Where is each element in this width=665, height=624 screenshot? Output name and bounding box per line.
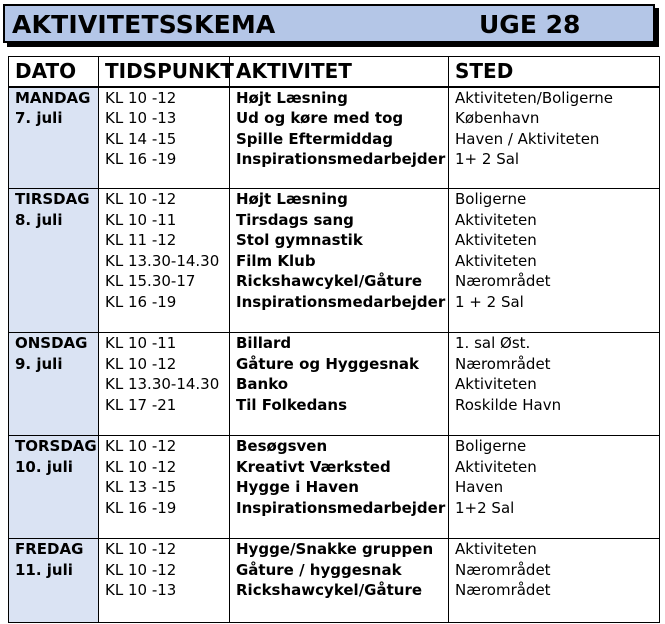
place-entry: Aktiviteten — [455, 251, 537, 270]
activity-entry: Til Folkedans — [236, 395, 348, 414]
place-entry: København — [455, 109, 540, 128]
time-entry: KL 13 -15 — [105, 478, 177, 497]
time-entry: KL 11 -12 — [105, 231, 177, 250]
day-row-torsdag — [9, 436, 660, 539]
day-date: 10. juli — [15, 457, 73, 476]
activity-entry: Hygge/Snakke gruppen — [236, 540, 434, 558]
title-banner — [3, 4, 655, 43]
schedule-title: AKTIVITETSSKEMA — [12, 10, 276, 39]
schedule-table — [8, 56, 660, 623]
place-entry: Aktiviteten/Boligerne — [455, 88, 614, 107]
header-row — [9, 57, 660, 87]
day-cell — [9, 87, 99, 189]
time-entry: KL 10 -12 — [105, 88, 177, 107]
place-entry: Haven — [455, 478, 504, 497]
day-cell — [9, 189, 99, 333]
place-entry: Nærområdet — [455, 560, 551, 579]
day-date: 11. juli — [15, 560, 73, 579]
day-row-onsdag — [9, 333, 660, 436]
time-entry: KL 13.30-14.30 — [105, 375, 220, 394]
week-label: UGE 28 — [479, 10, 581, 39]
activity-entry: Gåture / hyggesnak — [236, 560, 402, 579]
time-entry: KL 10 -12 — [105, 354, 177, 373]
time-cell — [99, 87, 230, 189]
time-entry: KL 13.30-14.30 — [105, 251, 220, 270]
activity-entry: Inspirationsmedarbejder — [236, 150, 446, 169]
day-name: FREDAG — [15, 540, 84, 558]
activity-entry: Hygge i Haven — [236, 478, 359, 497]
activity-cell — [230, 87, 449, 189]
place-entry: Nærområdet — [455, 354, 551, 373]
place-cell — [449, 436, 660, 539]
activity-entry: Inspirationsmedarbejder — [236, 292, 446, 311]
day-name: MANDAG — [15, 88, 91, 107]
activity-entry: Tirsdags sang — [236, 210, 354, 229]
place-entry: Roskilde Havn — [455, 395, 562, 414]
time-entry: KL 10 -11 — [105, 210, 177, 229]
time-entry: KL 16 -19 — [105, 498, 177, 517]
activity-entry: Rickshawcykel/Gåture — [236, 581, 423, 600]
activity-entry: Inspirationsmedarbejder — [236, 498, 446, 517]
activity-entry: Billard — [236, 334, 292, 352]
time-entry: KL 10 -12 — [105, 457, 177, 476]
activity-entry: Stol gymnastik — [236, 231, 363, 250]
time-cell — [99, 539, 230, 623]
activity-cell — [230, 539, 449, 623]
place-entry: 1. sal Øst. — [455, 334, 531, 352]
time-entry: KL 10 -12 — [105, 560, 177, 579]
day-name: ONSDAG — [15, 334, 88, 352]
place-entry: 1+2 Sal — [455, 498, 515, 517]
day-row-mandag — [9, 87, 660, 189]
time-entry: KL 14 -15 — [105, 129, 177, 148]
day-date: 9. juli — [15, 354, 63, 373]
place-entry: Aktiviteten — [455, 457, 537, 476]
activity-entry: Kreativt Værksted — [236, 457, 391, 476]
day-row-fredag — [9, 539, 660, 623]
place-entry: Boligerne — [455, 190, 527, 208]
activity-entry: Banko — [236, 375, 289, 394]
place-entry: Aktiviteten — [455, 375, 537, 394]
activity-entry: Spille Eftermiddag — [236, 129, 393, 148]
place-entry: Aktiviteten — [455, 231, 537, 250]
time-entry: KL 16 -19 — [105, 150, 177, 169]
activity-entry: Rickshawcykel/Gåture — [236, 272, 423, 291]
place-cell — [449, 87, 660, 189]
day-cell — [9, 436, 99, 539]
activity-entry: Ud og køre med tog — [236, 109, 404, 128]
column-header-dato: DATO — [9, 57, 99, 87]
time-cell — [99, 189, 230, 333]
day-date: 7. juli — [15, 109, 63, 128]
time-entry: KL 17 -21 — [105, 395, 177, 414]
time-cell — [99, 333, 230, 436]
day-name: TIRSDAG — [15, 190, 90, 208]
time-entry: KL 10 -12 — [105, 437, 177, 455]
time-entry: KL 10 -11 — [105, 334, 177, 352]
activity-entry: Besøgsven — [236, 437, 328, 455]
day-cell — [9, 539, 99, 623]
column-header-sted: STED — [449, 57, 660, 87]
place-entry: Aktiviteten — [455, 540, 537, 558]
place-cell — [449, 539, 660, 623]
place-cell — [449, 189, 660, 333]
place-entry: Haven / Aktiviteten — [455, 129, 600, 148]
activity-cell — [230, 436, 449, 539]
day-name: TORSDAG — [15, 437, 97, 455]
place-entry: Aktiviteten — [455, 210, 537, 229]
day-cell — [9, 333, 99, 436]
place-cell — [449, 333, 660, 436]
column-header-aktivitet: AKTIVITET — [230, 57, 449, 87]
activity-entry: Højt Læsning — [236, 190, 348, 208]
activity-cell — [230, 333, 449, 436]
time-entry: KL 16 -19 — [105, 292, 177, 311]
place-entry: 1 + 2 Sal — [455, 292, 524, 311]
time-entry: KL 10 -12 — [105, 540, 177, 558]
activity-entry: Gåture og Hyggesnak — [236, 354, 420, 373]
time-entry: KL 10 -13 — [105, 581, 177, 600]
time-entry: KL 10 -13 — [105, 109, 177, 128]
column-header-tidspunkt: TIDSPUNKT — [99, 57, 230, 87]
activity-entry: Højt Læsning — [236, 88, 348, 107]
activity-entry: Film Klub — [236, 251, 316, 270]
day-date: 8. juli — [15, 210, 63, 229]
activity-cell — [230, 189, 449, 333]
day-row-tirsdag — [9, 189, 660, 333]
place-entry: Boligerne — [455, 437, 527, 455]
time-entry: KL 10 -12 — [105, 190, 177, 208]
place-entry: Nærområdet — [455, 581, 551, 600]
time-entry: KL 15.30-17 — [105, 272, 196, 291]
place-entry: 1+ 2 Sal — [455, 150, 520, 169]
place-entry: Nærområdet — [455, 272, 551, 291]
time-cell — [99, 436, 230, 539]
